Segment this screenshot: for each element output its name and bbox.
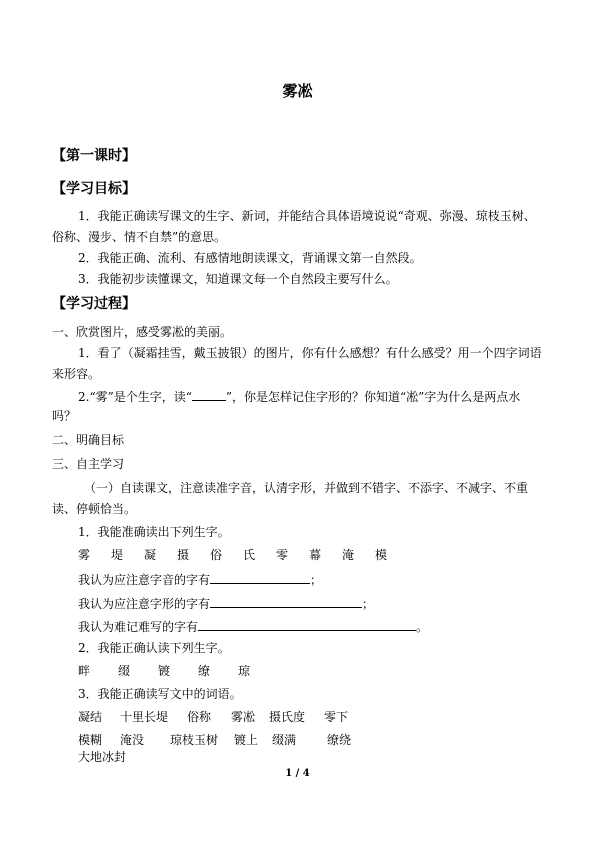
- pinyin-blank[interactable]: [192, 388, 226, 401]
- word-item: 镀上: [234, 733, 259, 747]
- page-number: 1 / 4: [285, 768, 310, 779]
- word-item: 摄氏度: [269, 710, 306, 724]
- fill-blank[interactable]: [210, 595, 362, 608]
- char-item: 模: [375, 548, 388, 562]
- fill-line-shape: [78, 595, 374, 612]
- section-3-title: 三、自主学习: [52, 457, 125, 471]
- self-study-intro-line1: （一）自读课文，注意读准字音，认清字形，并做到不错字、不添字、不减字、不重: [84, 481, 529, 495]
- word-row-3: [78, 750, 126, 765]
- question-2-part2: ”，你是怎样记住字形的？你知道“凇”字为什么是两点水: [225, 390, 521, 404]
- char-item: 雾: [78, 548, 91, 562]
- word-item: 雾凇: [231, 710, 256, 724]
- word-item: 大地冰封: [78, 750, 127, 764]
- goal-1-line2: 俗称、漫步、情不自禁”的意思。: [52, 230, 227, 244]
- question-2-line1: [78, 388, 520, 405]
- char-item: 缭: [198, 664, 211, 678]
- word-item: 模糊: [78, 733, 103, 747]
- word-item: 十里长堤: [120, 710, 169, 724]
- word-item: 淹没: [120, 733, 145, 747]
- word-item: 零下: [324, 710, 349, 724]
- char-item: 摄: [177, 548, 190, 562]
- item-2: 2．我能正确认读下列生字。: [78, 641, 230, 655]
- char-item: 琼: [238, 664, 251, 678]
- char-item: 幕: [309, 548, 322, 562]
- char-item: 俗: [210, 548, 223, 562]
- fill-end: 。: [416, 620, 429, 634]
- section-2-title: 二、明确目标: [52, 433, 125, 447]
- char-list-1: [78, 548, 408, 563]
- char-item: 淹: [342, 548, 355, 562]
- fill-line-pronunciation: [78, 571, 322, 588]
- word-item: 俗称: [187, 710, 212, 724]
- char-list-2: [78, 664, 278, 679]
- word-row-2: [78, 733, 363, 748]
- goal-2: 2．我能正确、流利、有感情地朗读课文，背诵课文第一自然段。: [78, 251, 422, 265]
- self-study-intro-line2: 读、停顿恰当。: [52, 502, 137, 516]
- fill-end: ；: [310, 573, 323, 587]
- fill-label: 我认为应注意字音的字有: [78, 573, 211, 587]
- char-item: 缀: [118, 664, 131, 678]
- section-1-title: 一、欣赏图片，感受雾凇的美丽。: [52, 325, 233, 339]
- char-item: 氏: [243, 548, 256, 562]
- fill-end: ；: [362, 597, 375, 611]
- page-title: 雾凇: [282, 82, 313, 100]
- goal-3: 3．我能初步读懂课文，知道课文每一个自然段主要写什么。: [78, 272, 398, 286]
- heading-process: 【学习过程】: [52, 296, 136, 312]
- fill-label: 我认为难记难写的字有: [78, 620, 199, 634]
- fill-blank[interactable]: [210, 571, 310, 584]
- question-2-part1: 2.“雾”是个生字，读“: [78, 390, 192, 404]
- fill-line-difficult: [78, 618, 428, 635]
- word-row-1: [78, 710, 360, 725]
- item-1: 1．我能准确读出下列生字。: [78, 525, 230, 539]
- char-item: 零: [276, 548, 289, 562]
- question-1-line1: 1．看了（凝霜挂雪，戴玉披银）的图片，你有什么感想？有什么感受？用一个四字词语: [78, 346, 542, 360]
- word-item: 缀满: [272, 733, 297, 747]
- goal-1-line1: 1．我能正确读写课文的生字、新词，并能结合具体语境说说“奇观、弥漫、琼枝玉树、: [78, 209, 536, 223]
- word-item: 琼枝玉树: [170, 733, 219, 747]
- question-1-line2: 来形容。: [52, 367, 101, 381]
- fill-label: 我认为应注意字形的字有: [78, 597, 211, 611]
- heading-lesson: 【第一课时】: [52, 148, 136, 164]
- word-item: 缭绕: [327, 733, 352, 747]
- char-item: 凝: [144, 548, 157, 562]
- char-item: 镀: [158, 664, 171, 678]
- char-item: 堤: [111, 548, 124, 562]
- fill-blank[interactable]: [198, 618, 416, 631]
- char-item: 畔: [78, 664, 91, 678]
- word-item: 凝结: [78, 710, 103, 724]
- item-3: 3．我能正确读写文中的词语。: [78, 687, 242, 701]
- question-2-line2: 吗？: [52, 409, 77, 423]
- heading-goals: 【学习目标】: [52, 181, 136, 197]
